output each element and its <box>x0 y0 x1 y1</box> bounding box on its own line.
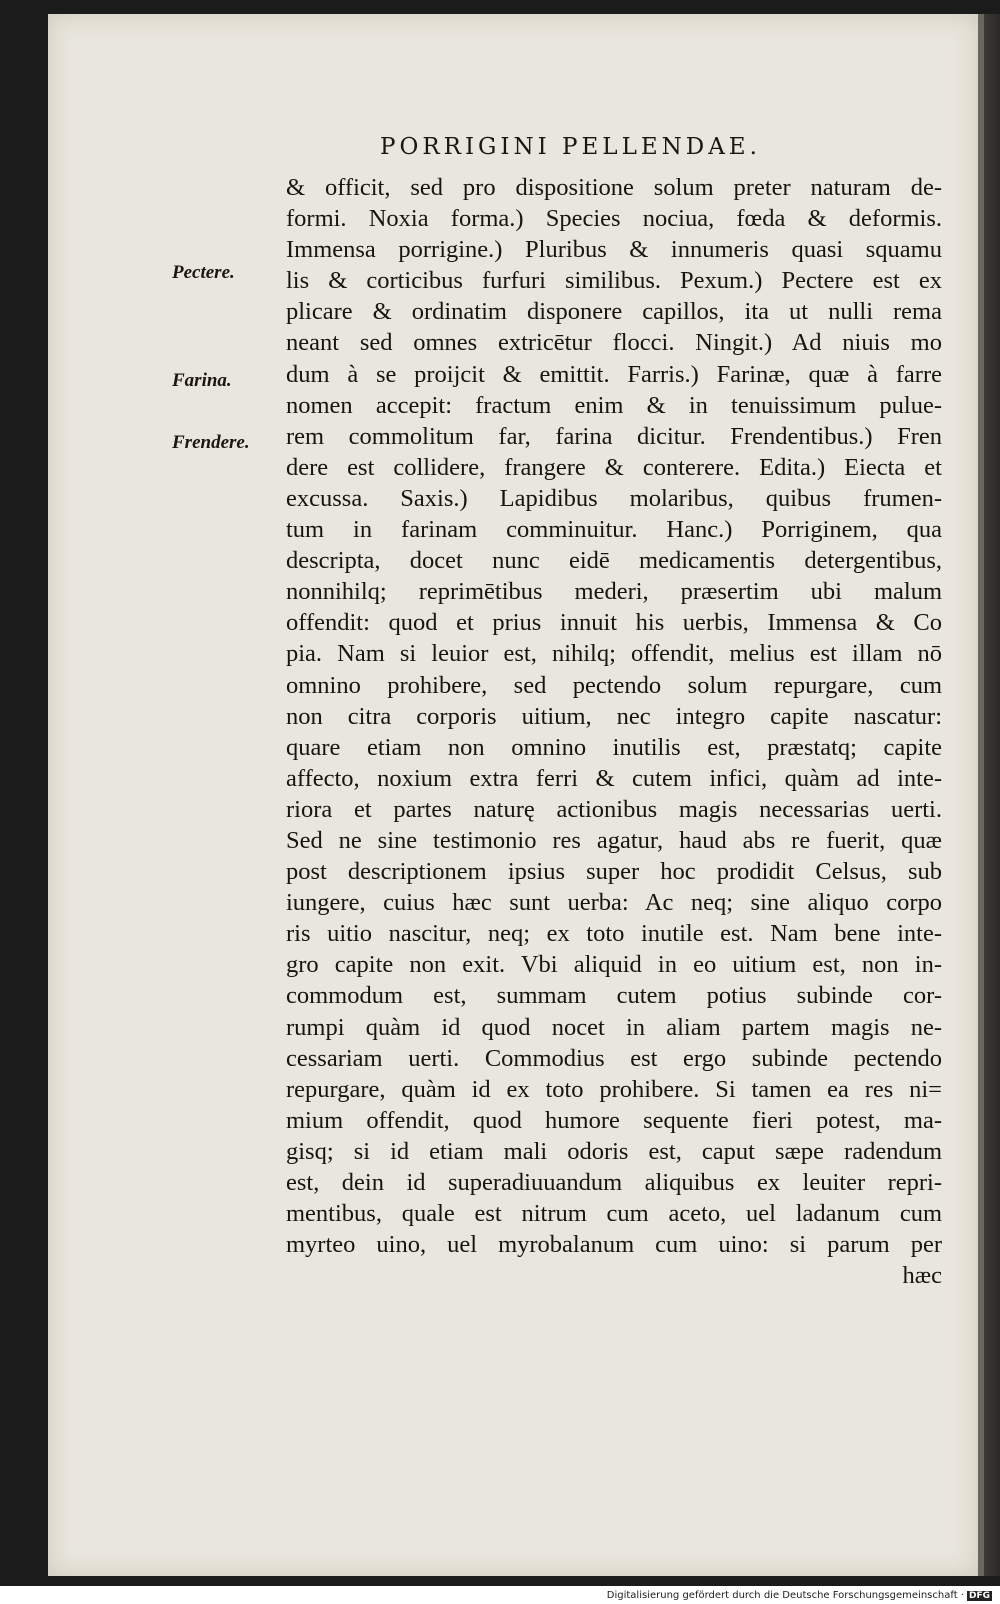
text-line: Immensa porrigine.) Pluribus & innumeris quasi squamu <box>286 236 942 264</box>
text-line: nomen accepit: fractum enim & in tenuissimum pulue- <box>286 391 942 419</box>
text-line: mentibus, quale est nitrum cum aceto, uel ladanum cum <box>286 1200 942 1228</box>
text-line: quare etiam non omnino inutilis est, præstatq; capite <box>286 733 942 761</box>
text-line: cessariam uerti. Commodius est ergo subinde pectendo <box>286 1044 942 1072</box>
text-line: pia. Nam si leuior est, nihilq; offendit, melius est illam nō <box>286 640 942 668</box>
margin-note-farina: Farina. <box>172 370 232 391</box>
text-line: & officit, sed pro dispositione solum preter naturam de- <box>286 174 942 201</box>
body-text <box>286 172 942 1291</box>
running-head: PORRIGINI PELLENDAE. <box>380 134 761 160</box>
text-line: gisq; si id etiam mali odoris est, caput sæpe radendum <box>286 1137 942 1165</box>
text-line: non citra corporis uitium, nec integro capite nascatur: <box>286 702 942 730</box>
text-line: nonnihilq; reprimētibus mederi, præsertim ubi malum <box>286 578 942 606</box>
text-line: affecto, noxium extra ferri & cutem infici, quàm ad inte- <box>286 764 942 792</box>
text-line: Sed ne sine testimonio res agatur, haud abs re fuerit, quæ <box>286 826 942 854</box>
text-line: offendit: quod et prius innuit his uerbis, Immensa & Co <box>286 609 942 637</box>
digitization-credit <box>607 1590 992 1601</box>
text-line: myrteo uino, uel myrobalanum cum uino: si parum per <box>286 1231 942 1259</box>
text-line: mium offendit, quod humore sequente fieri potest, ma- <box>286 1106 942 1134</box>
text-line: ris uitio nascitur, neq; ex toto inutile est. Nam bene inte- <box>286 920 942 948</box>
text-line: neant sed omnes extricētur flocci. Ningit.) Ad niuis mo <box>286 329 942 357</box>
text-line: formi. Noxia forma.) Species nociua, fœda & deformis. <box>286 205 942 233</box>
text-line: dere est collidere, frangere & conterere. Edita.) Eiecta et <box>286 453 942 481</box>
text-line: descripta, docet nunc eidē medicamentis detergentibus, <box>286 547 942 575</box>
text-line: post descriptionem ipsius super hoc prodidit Celsus, sub <box>286 858 942 886</box>
page-edge-shadow <box>984 14 1000 1576</box>
text-line: est, dein id superadiuuandum aliquibus ex leuiter repri- <box>286 1169 942 1196</box>
text-line: rem commolitum far, farina dicitur. Frendentibus.) Fren <box>286 422 942 450</box>
text-line: excussa. Saxis.) Lapidibus molaribus, quibus frumen- <box>286 484 942 512</box>
text-line: dum à se proijcit & emittit. Farris.) Farinæ, quæ à farre <box>286 360 942 388</box>
text-line: omnino prohibere, sed pectendo solum repurgare, cum <box>286 671 942 699</box>
text-line: rumpi quàm id quod nocet in aliam partem magis ne- <box>286 1013 942 1041</box>
text-line: commodum est, summam cutem potius subinde cor- <box>286 982 942 1010</box>
text-line: tum in farinam comminuitur. Hanc.) Porriginem, qua <box>286 516 942 544</box>
margin-note-pectere: Pectere. <box>172 262 235 283</box>
text-line: plicare & ordinatim disponere capillos, ita ut nulli rema <box>286 298 942 326</box>
text-line: iungere, cuius hæc sunt uerba: Ac neq; sine aliquo corpo <box>286 889 942 917</box>
catchword: hæc <box>902 1262 942 1290</box>
dfg-logo: DFG <box>968 1591 990 1601</box>
text-line: gro capite non exit. Vbi aliquid in eo uitium est, non in- <box>286 951 942 979</box>
text-line: lis & corticibus furfuri similibus. Pexum.) Pectere est ex <box>286 267 942 295</box>
text-line: riora et partes naturę actionibus magis necessarias uerti. <box>286 795 942 823</box>
credit-text: Digitalisierung gefördert durch die Deutsche Forschungsgemeinschaft · <box>606 1590 964 1601</box>
text-line: repurgare, quàm id ex toto prohibere. Si tamen ea res ni= <box>286 1075 942 1103</box>
margin-note-frendere: Frendere. <box>172 432 250 453</box>
